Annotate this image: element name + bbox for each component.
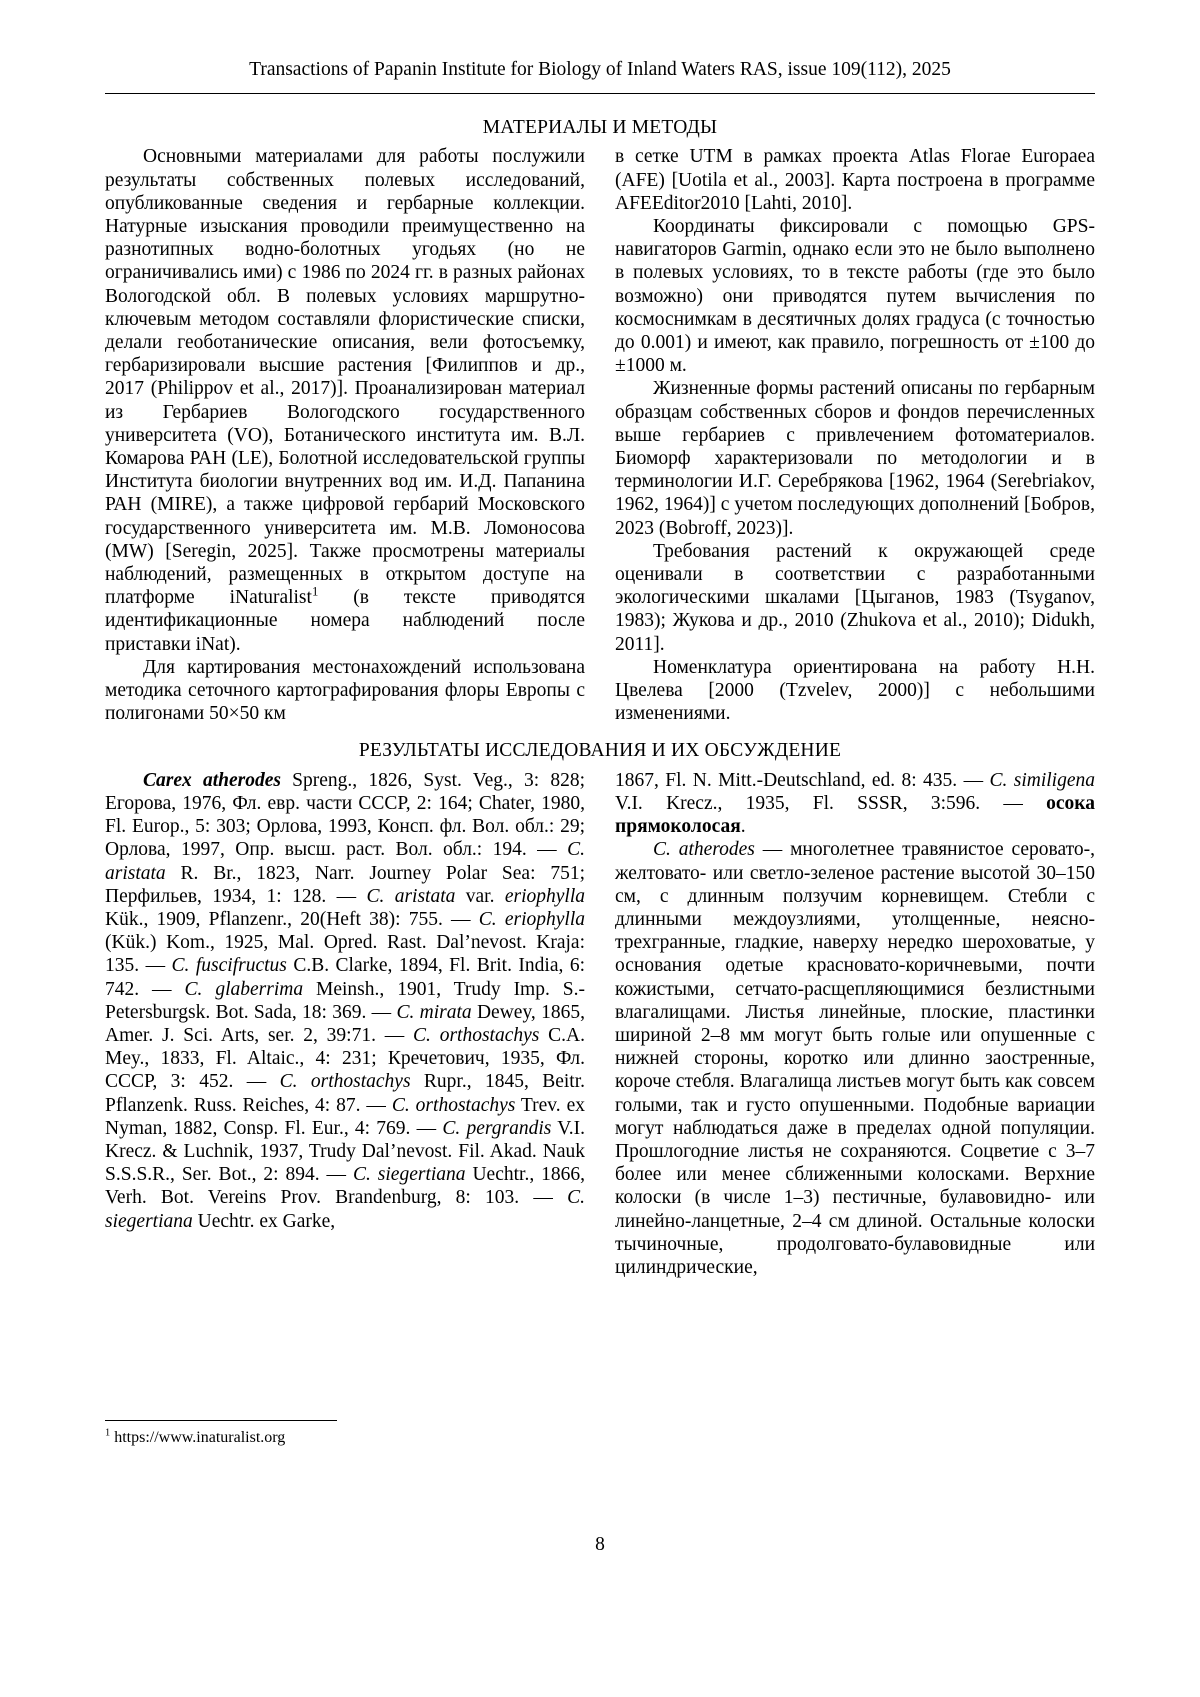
text-run: (в тексте приводятся идентификационные номера наблюдений после приставки iNat).	[105, 587, 585, 655]
text-run: Uechtr., 1866, Verh. Bot. Vereins Prov. Brandenburg, 8: 103. —	[105, 1164, 586, 1209]
paragraph	[105, 145, 585, 655]
text-run: C.A. Mey., 1833, Fl. Altaic., 4: 231; Кречетович, 1935, Фл. СССР, 3: 452. —	[105, 1024, 585, 1093]
text-run: 1867, Fl. N. Mitt.-Deutschland, ed. 8: 435. —	[615, 769, 990, 791]
paragraph	[615, 540, 1095, 656]
text-run: в сетке UTM в рамках проекта Atlas Florae Europaea (AFE) [Uotila et al., 2003]. Карта построена в программе AFEEditor2010 [Lahti, 2010].	[615, 146, 1095, 214]
text-run: Жизненные формы растений описаны по гербарным образцам собственных сборов и фондов перечисленных выше гербариев с привлечением фотоматериалов. Биоморф характеризовали по методологии и в терминологии И.Г. Серебрякова [1962, 1964 (Serebriakov, 1962, 1964)] с учетом последующих дополнений [Бобров, 2023 (Bobroff, 2023)].	[615, 378, 1095, 539]
text-run: C.B. Clarke, 1894, Fl. Brit. India, 6: 742. —	[105, 955, 585, 1000]
text-run: C. mirata	[396, 1001, 472, 1023]
text-run: V.I. Krecz. & Luchnik, 1937, Trudy Dal’nevost. Fil. Akad. Nauk S.S.S.R., Ser. Bot., 2: 894. —	[105, 1117, 586, 1186]
text-run: Trev. ex Nyman, 1882, Consp. Fl. Eur., 4: 769. —	[105, 1094, 585, 1139]
text-run: C. eriophylla	[478, 908, 585, 930]
text-run: Dewey, 1865, Amer. J. Sci. Arts, ser. 2, 39:71. —	[105, 1001, 585, 1046]
text-run: var.	[455, 885, 505, 907]
left-column	[105, 769, 585, 1279]
text-run: C. glaberrima	[184, 978, 304, 1000]
text-run: V.I. Krecz., 1935, Fl. SSSR, 3:596. —	[615, 792, 1047, 814]
text-run: Основными материалами для работы послужили результаты собственных полевых исследований, опубликованные сведения и гербарные коллекции. Натурные изыскания проводили преимущественно на разнотипных водно-болотных угодьях (но не ограничивались ими) с 1986 по 2024 гг. в разных районах Вологодской обл. В полевых условиях маршрутно-ключевым методом составляли флористические списки, делали геоботанические описания, вели фотосъемку, гербаризировали высшие растения [Филиппов и др., 2017 (Philippov et al., 2017)]. Проанализирован материал из Гербариев Вологодского государственного университета (VO), Ботанического института им. В.Л. Комарова РАН (LE), Болотной исследовательской группы Института биологии внутренних вод им. И.Д. Папанина РАН (MIRE), а также цифровой гербарий Московского государственного университета им. М.В. Ломоносова (MW) [Seregin, 2025]. Также просмотрены материалы наблюдений, размещенных в открытом доступе на платформе iNaturalist	[105, 146, 585, 609]
right-column	[615, 769, 1095, 1279]
footnote-divider	[105, 1420, 337, 1421]
text-run: Spreng., 1826, Syst. Veg., 3: 828; Егорова, 1976, Фл. евр. части СССР, 2: 164; Chater, 1980, Fl. Europ., 5: 303; Орлова, 1993, Консп. фл. Вол. обл.: 29; Орлова, 1997, Опр. высш. раст. Вол. обл.: 194. —	[105, 769, 586, 861]
paragraph	[105, 656, 585, 726]
text-run: eriophylla	[504, 885, 585, 907]
text-run: R. Br., 1823, Narr. Journey Polar Sea: 751; Перфильев, 1934, 1: 128. —	[105, 862, 585, 907]
text-run: Rupr., 1845, Beitr. Pflanzenk. Russ. Reiches, 4: 87. —	[105, 1071, 585, 1116]
right-column	[615, 145, 1095, 725]
paragraph	[615, 215, 1095, 377]
text-run: .	[740, 816, 746, 838]
page-number: 8	[595, 1534, 605, 1555]
text-run: C. orthostachys	[391, 1094, 516, 1116]
text-run: — многолетнее травянистое серовато-, желтовато- или светло-зеленое растение высотой 30–150 см, с длинным ползучим корневищем. Стебли с длинными междоузлиями, утолщенные, неясно-трехгранные, гладкие, наверху нередко шероховатые, у основания одетые красновато-коричневыми, почти кожистыми, сетчато-расщепляющимися безлистными влагалищами. Листья линейные, плоские, пластинки шириной 2–8 мм могут быть голые или опушенные с нижней стороны, коротко или длинно заостренные, короче стебля. Влагалища листьев могут быть как совсем голыми, так и густо опушенными. Подобные вариации могут наблюдаться даже в пределах одной популяции. Прошлогодние листья не сохраняются. Соцветие с 3–7 более или менее сближенными колосками. Верхние колоски (в числе 1–3) пестичные, булавовидно- или линейно-ланцетные, 2–4 см длиной. Остальные колоски тычиночные, продолговато-булавовидные или цилиндрические,	[615, 839, 1095, 1278]
text-run: Координаты фиксировали с помощью GPS-навигаторов Garmin, однако если это не было выполнено в полевых условиях, то в тексте работы (где это было возможно) они приводятся путем вычисления по космоснимкам в десятичных долях градуса (с точностью до 0.001) и имеют, как правило, погрешность от ±100 до ±1000 м.	[615, 216, 1095, 377]
journal-header	[105, 58, 1095, 94]
text-run: Номенклатура ориентирована на работу Н.Н. Цвелева [2000 (Tzvelev, 2000)] с небольшими изменениями.	[615, 656, 1095, 725]
text-run: C. siegertiana	[352, 1164, 466, 1186]
footnote	[105, 1428, 1095, 1447]
text-run: осока прямоколосая	[615, 792, 1095, 838]
text-run: Meinsh., 1901, Trudy Imp. S.-Petersburgsk. Bot. Sada, 18: 369. —	[105, 978, 585, 1023]
paragraph	[615, 656, 1095, 726]
text-run: (Kük.) Kom., 1925, Mal. Opred. Rast. Dal’nevost. Kraja: 135. —	[105, 932, 585, 977]
footnote-url[interactable]: https://www.inaturalist.org	[114, 1429, 286, 1446]
text-run: Требования растений к окружающей среде оценивали в соответствии с разработанными экологическими шкалами [Цыганов, 1983 (Tsyganov, 1983); Жукова и др., 2010 (Zhukova et al., 2010); Didukh, 2011].	[615, 540, 1095, 655]
footnote-area	[105, 1420, 1095, 1447]
text-run: Для картирования местонахождений использована методика сеточного картографирования флоры Европы с полигонами 50×50 км	[105, 656, 585, 725]
section-heading-results-discussion: РЕЗУЛЬТАТЫ ИССЛЕДОВАНИЯ И ИХ ОБСУЖДЕНИЕ	[358, 740, 842, 762]
text-run: C. similigena	[989, 769, 1095, 791]
text-run: C. orthostachys	[413, 1024, 540, 1046]
two-column-layout	[105, 769, 1095, 1279]
text-run: C. atherodes	[653, 839, 755, 861]
text-run: Kük., 1909, Pflanzenr., 20(Heft 38): 755. —	[105, 908, 479, 930]
journal-title: Transactions of Papanin Institute for Biology of Inland Waters RAS, issue 109(112), 2025	[249, 59, 951, 80]
text-run: C. siegertiana	[105, 1187, 585, 1232]
paragraph	[615, 769, 1095, 839]
paragraph	[615, 145, 1095, 215]
paragraph	[105, 769, 585, 1233]
text-run: Carex atherodes	[143, 769, 281, 791]
text-run: C. pergrandis	[442, 1117, 552, 1139]
text-run: Uechtr. ex Garke,	[192, 1210, 336, 1232]
two-column-layout	[105, 145, 1095, 725]
text-run: C. orthostachys	[279, 1071, 411, 1093]
section-heading-materials-methods: МАТЕРИАЛЫ И МЕТОДЫ	[482, 117, 718, 139]
section-results-discussion	[105, 739, 1095, 1279]
paragraph	[615, 838, 1095, 1279]
text-run: C. aristata	[105, 839, 585, 884]
paragraph	[615, 377, 1095, 539]
footnote-reference: 1	[311, 584, 319, 599]
section-materials-methods	[105, 116, 1095, 725]
footnote-marker: 1	[105, 1427, 111, 1439]
text-run: C. aristata	[366, 885, 456, 907]
text-run: C. fuscifructus	[171, 955, 287, 977]
left-column	[105, 145, 585, 725]
